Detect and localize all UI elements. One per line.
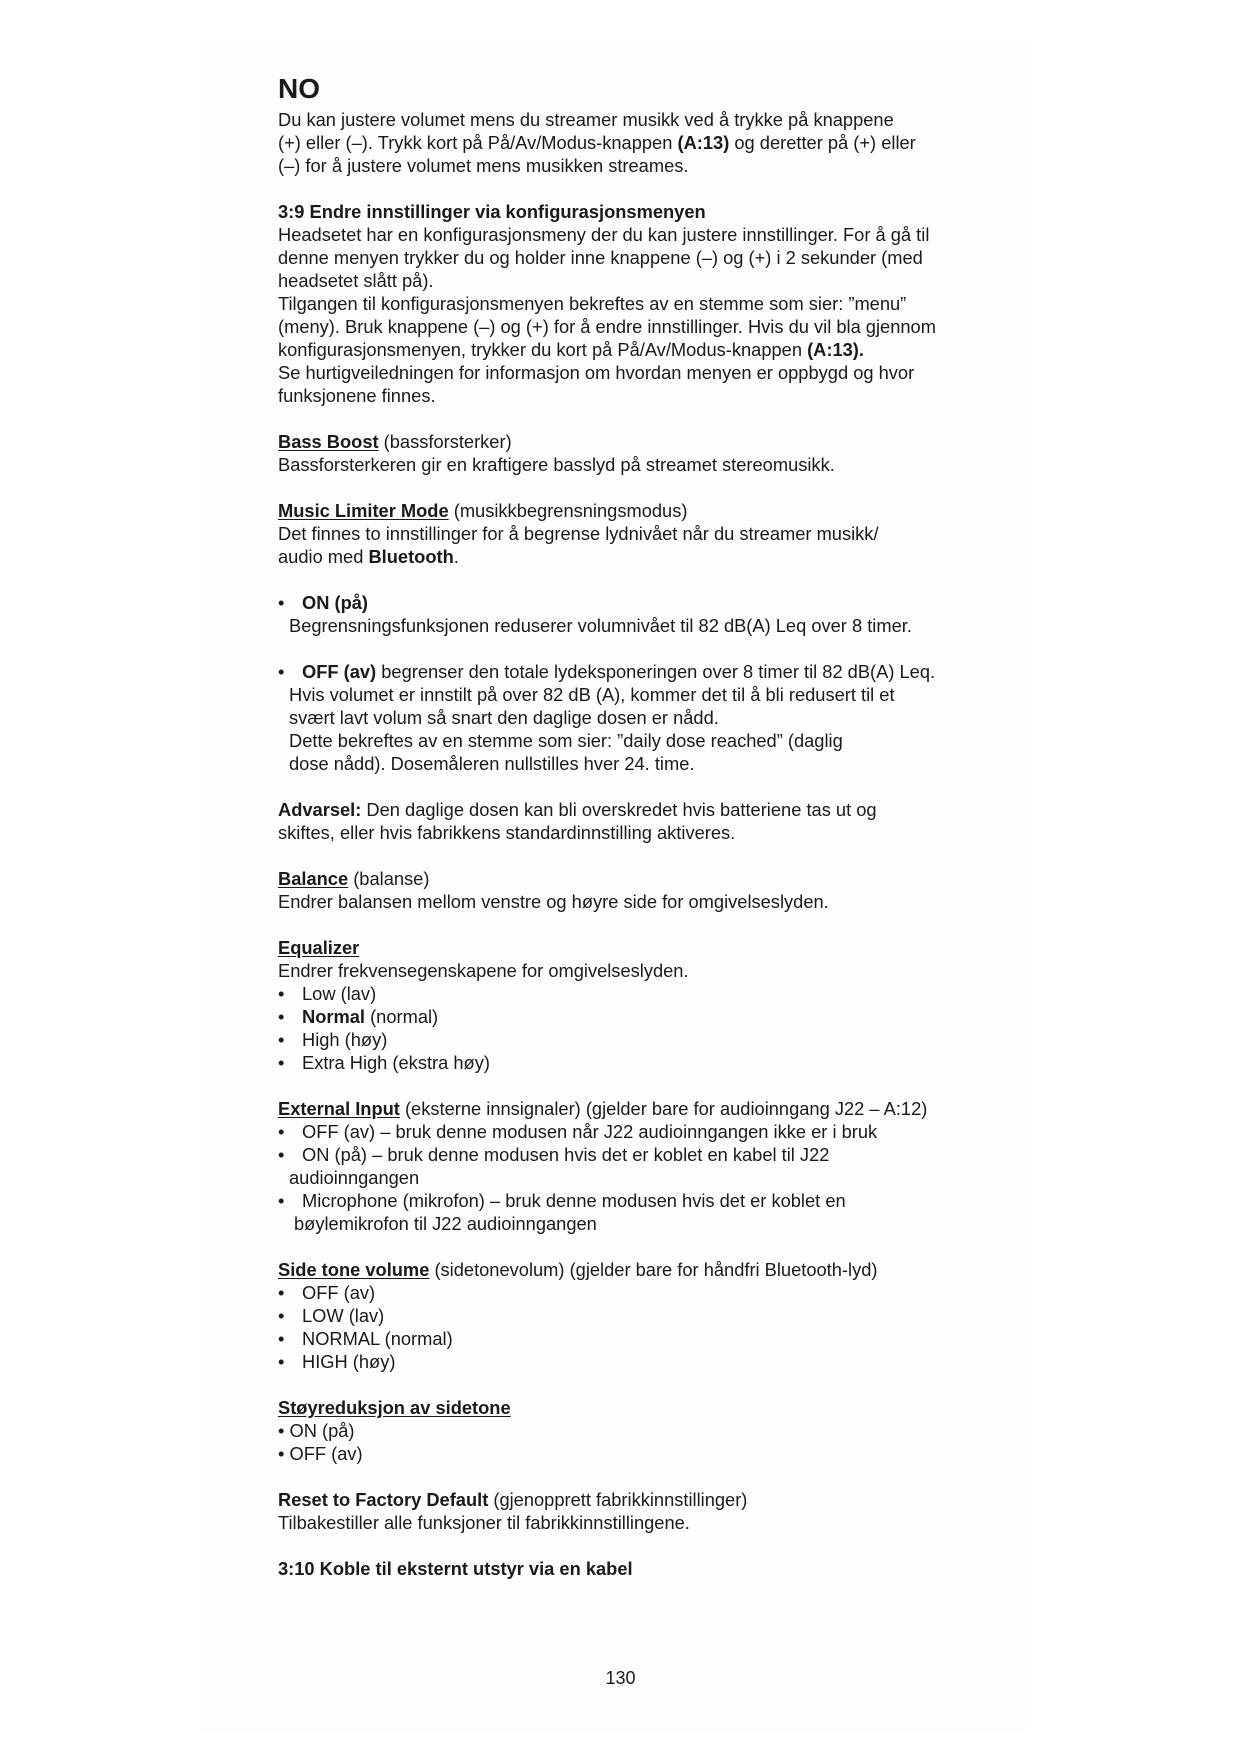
side-tone-off: OFF (av)	[302, 1282, 376, 1303]
noise-reduction-title: Støyreduksjon av sidetone	[278, 1397, 511, 1418]
side-tone-high: HIGH (høy)	[302, 1351, 396, 1372]
limiter-off-line-2: Hvis volumet er innstilt på over 82 dB (A), kommer det til å bli redusert til et	[289, 684, 895, 705]
s39-p3-line-2: funksjonene finnes.	[278, 385, 436, 406]
side-tone-low: LOW (lav)	[302, 1305, 385, 1326]
intro-button-ref: (A:13)	[677, 132, 730, 153]
ext-off: OFF (av) – bruk denne modusen når J22 audioinngangen ikke er i bruk	[302, 1121, 878, 1142]
ext-on-continued: audioinngangen	[289, 1167, 420, 1188]
eq-low: Low (lav)	[302, 983, 377, 1004]
list-item	[278, 1350, 998, 1373]
page-number: 130	[605, 1668, 636, 1688]
bullet-dot: •	[278, 1305, 285, 1326]
bullet-dot: •	[278, 1282, 285, 1303]
side-tone-title-line	[278, 1258, 998, 1281]
limiter-on-item	[278, 591, 998, 614]
bullet-dot: •	[278, 983, 285, 1004]
reset-subtitle: (gjenopprett fabrikkinnstillinger)	[488, 1489, 748, 1510]
intro-line-2: (+) eller (–). Trykk kort på På/Av/Modus-knappen	[278, 132, 678, 153]
side-tone-normal: NORMAL (normal)	[302, 1328, 453, 1349]
bass-boost-title: Bass Boost	[278, 431, 379, 452]
balance-subtitle: (balanse)	[348, 868, 430, 889]
bluetooth-word: Bluetooth	[368, 546, 454, 567]
noise-reduction-off: • OFF (av)	[278, 1443, 363, 1464]
limiter-line-2-end: .	[453, 546, 459, 567]
s39-p2-line-2: (meny). Bruk knappene (–) og (+) for å endre innstillinger. Hvis du vil bla gjennom	[278, 316, 936, 337]
ext-microphone: Microphone (mikrofon) – bruk denne modusen hvis det er koblet en	[302, 1190, 846, 1211]
s39-p1-line-2: denne menyen trykker du og holder inne knappene (–) og (+) i 2 sekunder (med	[278, 247, 923, 268]
intro-line-3: (–) for å justere volumet mens musikken streames.	[278, 155, 689, 176]
section-3-9-p3	[278, 361, 998, 407]
intro-line-1: Du kan justere volumet mens du streamer musikk ved å trykke på knappene	[278, 109, 894, 130]
intro-line-2-end: og deretter på (+) eller	[729, 132, 916, 153]
side-tone-title: Side tone volume	[278, 1259, 430, 1280]
bass-boost-title-line	[278, 430, 998, 453]
bullet-dot: •	[278, 592, 285, 613]
section-3-9-heading: 3:9 Endre innstillinger via konfigurasjonsmenyen	[278, 201, 706, 222]
s39-p2-line-3: konfigurasjonsmenyen, trykker du kort på På/Av/Modus-knappen	[278, 339, 808, 360]
s39-p2-line-1: Tilgangen til konfigurasjonsmenyen bekreftes av en stemme som sier: ”menu”	[278, 293, 907, 314]
ext-microphone-continued: bøylemikrofon til J22 audioinngangen	[294, 1213, 597, 1234]
bullet-dot: •	[278, 1006, 285, 1027]
balance-title-line	[278, 867, 998, 890]
eq-normal-sub: (normal)	[365, 1006, 439, 1027]
eq-normal: Normal	[302, 1006, 365, 1027]
limiter-off-details	[278, 683, 998, 775]
list-item	[278, 1304, 998, 1327]
section-3-9-p1	[278, 223, 998, 292]
noise-reduction-title-line	[278, 1396, 998, 1419]
list-item	[278, 1120, 998, 1143]
list-item	[278, 1189, 998, 1212]
eq-high: High (høy)	[302, 1029, 388, 1050]
list-item	[278, 1028, 998, 1051]
reset-title-line	[278, 1488, 998, 1511]
bullet-dot: •	[278, 1144, 285, 1165]
s39-p1-line-1: Headsetet har en konfigurasjonsmeny der du kan justere innstillinger. For å gå til	[278, 224, 930, 245]
equalizer-title: Equalizer	[278, 937, 360, 958]
bullet-dot: •	[278, 1190, 285, 1211]
music-limiter-subtitle: (musikkbegrensningsmodus)	[448, 500, 688, 521]
equalizer-text: Endrer frekvensegenskapene for omgivelseslyden.	[278, 960, 689, 981]
section-3-9-p2	[278, 292, 998, 361]
eq-extra-high: Extra High (ekstra høy)	[302, 1052, 490, 1073]
equalizer-title-line	[278, 936, 998, 959]
noise-reduction-on: • ON (på)	[278, 1420, 355, 1441]
s39-p1-line-3: headsetet slått på).	[278, 270, 434, 291]
list-item	[278, 1005, 998, 1028]
warning-paragraph	[278, 798, 998, 844]
side-tone-subtitle: (sidetonevolum) (gjelder bare for håndfri Bluetooth-lyd)	[429, 1259, 878, 1280]
document-content	[278, 72, 998, 1580]
list-item	[278, 1051, 998, 1074]
bullet-dot: •	[278, 1121, 285, 1142]
music-limiter-text	[278, 522, 998, 568]
music-limiter-title: Music Limiter Mode	[278, 500, 449, 521]
limiter-line-1: Det finnes to innstillinger for å begrense lydnivået når du streamer musikk/	[278, 523, 879, 544]
bullet-dot: •	[278, 1052, 285, 1073]
warning-line-1: Den daglige dosen kan bli overskredet hvis batteriene tas ut og	[361, 799, 877, 820]
list-item	[278, 1143, 998, 1166]
balance-title: Balance	[278, 868, 349, 889]
limiter-off-item	[278, 660, 998, 683]
limiter-off-label: OFF (av)	[302, 661, 377, 682]
s39-button-ref: (A:13).	[807, 339, 864, 360]
balance-text: Endrer balansen mellom venstre og høyre side for omgivelseslyden.	[278, 891, 829, 912]
list-item	[278, 1281, 998, 1304]
reset-text: Tilbakestiller alle funksjoner til fabrikkinnstillingene.	[278, 1512, 690, 1533]
limiter-on-text: Begrensningsfunksjonen reduserer volumnivået til 82 dB(A) Leq over 8 timer.	[289, 615, 912, 636]
s39-p3-line-1: Se hurtigveiledningen for informasjon om hvordan menyen er oppbygd og hvor	[278, 362, 915, 383]
limiter-off-line-4: Dette bekreftes av en stemme som sier: ”daily dose reached” (daglig	[289, 730, 843, 751]
intro-paragraph	[278, 108, 998, 177]
external-input-title: External Input	[278, 1098, 400, 1119]
bullet-dot: •	[278, 1328, 285, 1349]
list-item	[278, 982, 998, 1005]
limiter-off-line-5: dose nådd). Dosemåleren nullstilles hver 24. time.	[289, 753, 695, 774]
limiter-line-2: audio med	[278, 546, 369, 567]
warning-line-2: skiftes, eller hvis fabrikkens standardinnstilling aktiveres.	[278, 822, 736, 843]
external-input-subtitle: (eksterne innsignaler) (gjelder bare for audioinngang J22 – A:12)	[399, 1098, 928, 1119]
section-3-10-heading: 3:10 Koble til eksternt utstyr via en kabel	[278, 1558, 633, 1579]
reset-title: Reset to Factory Default	[278, 1489, 489, 1510]
music-limiter-title-line	[278, 499, 998, 522]
language-code: NO	[278, 73, 320, 104]
ext-on: ON (på) – bruk denne modusen hvis det er koblet en kabel til J22	[302, 1144, 830, 1165]
bullet-dot: •	[278, 661, 285, 682]
bass-boost-text: Bassforsterkeren gir en kraftigere basslyd på streamet stereomusikk.	[278, 454, 835, 475]
warning-label: Advarsel:	[278, 799, 362, 820]
bass-boost-subtitle: (bassforsterker)	[378, 431, 512, 452]
bullet-dot: •	[278, 1029, 285, 1050]
external-input-title-line	[278, 1097, 998, 1120]
list-item	[278, 1327, 998, 1350]
limiter-off-text: begrenser den totale lydeksponeringen over 8 timer til 82 dB(A) Leq.	[376, 661, 936, 682]
limiter-on-label: ON (på)	[302, 592, 369, 613]
bullet-dot: •	[278, 1351, 285, 1372]
limiter-off-line-3: svært lavt volum så snart den daglige dosen er nådd.	[289, 707, 719, 728]
